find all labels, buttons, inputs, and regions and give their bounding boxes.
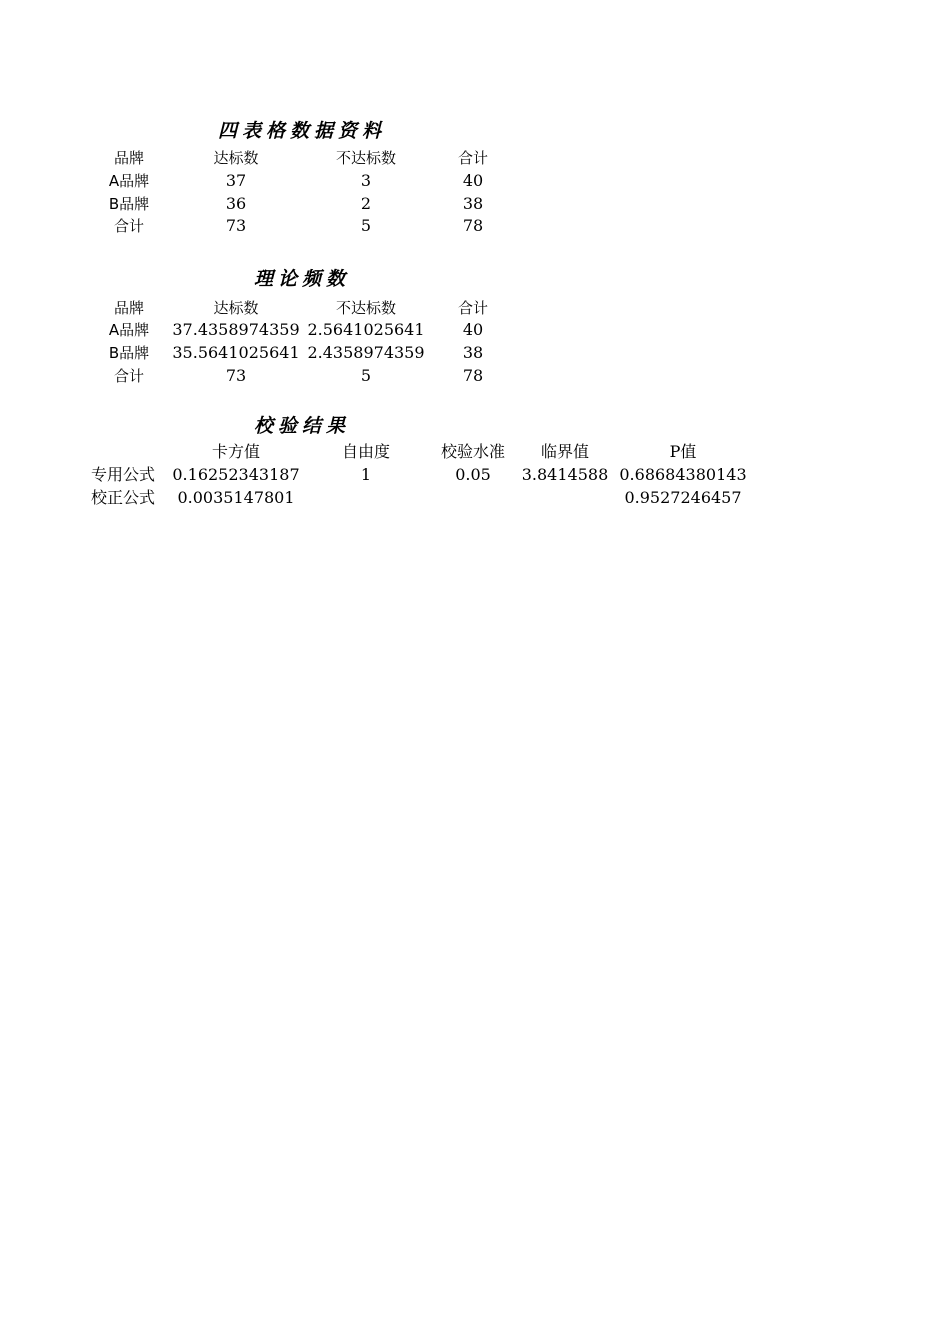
section2-title: 理论频数 [253,268,351,290]
s3-header-df: 自由度 [341,442,391,461]
s2-row-a-fail: 2.5641025641 [307,320,425,339]
s3-header-alpha: 校验水准 [440,442,506,461]
s2-row-total-label: 合计 [113,367,145,385]
s2-row-total-pass: 73 [225,366,247,385]
s2-row-a-label: A品牌 [108,321,150,339]
section1-title: 四表格数据资料 [217,120,387,142]
s2-header-fail: 不达标数 [335,299,397,317]
s1-row-b-total: 38 [462,194,484,213]
s3-row2-p: 0.9527246457 [624,488,742,507]
s2-row-a-pass: 37.4358974359 [172,320,300,339]
s2-row-total-total: 78 [462,366,484,385]
s1-row-b-label: B品牌 [108,195,150,213]
s1-header-pass: 达标数 [213,149,259,167]
s1-header-total: 合计 [457,149,489,167]
s1-row-total-label: 合计 [113,217,145,235]
s1-row-a-label: A品牌 [108,172,150,190]
s1-row-b-fail: 2 [360,194,372,213]
s3-row2-chi: 0.0035147801 [177,488,295,507]
s1-row-a-total: 40 [462,171,484,190]
s1-row-b-pass: 36 [225,194,247,213]
s1-row-a-fail: 3 [360,171,372,190]
s2-header-pass: 达标数 [213,299,259,317]
s1-row-total-fail: 5 [360,216,372,235]
s1-row-total-pass: 73 [225,216,247,235]
s3-row1-chi: 0.16252343187 [172,465,300,484]
section3-title: 校验结果 [253,415,351,437]
s1-row-a-pass: 37 [225,171,247,190]
s1-header-fail: 不达标数 [335,149,397,167]
s1-header-brand: 品牌 [113,149,145,167]
s2-header-total: 合计 [457,299,489,317]
s3-row1-label: 专用公式 [91,465,156,484]
s1-row-total-total: 78 [462,216,484,235]
s3-row1-p: 0.68684380143 [619,465,747,484]
s3-header-p: P值 [669,442,697,461]
s3-header-chi: 卡方值 [211,442,261,461]
s3-header-crit: 临界值 [540,442,590,461]
s2-row-a-total: 40 [462,320,484,339]
s2-row-b-label: B品牌 [108,344,150,362]
s2-row-b-pass: 35.5641025641 [172,343,300,362]
s2-row-b-total: 38 [462,343,484,362]
s3-row2-label: 校正公式 [91,488,156,507]
s2-row-total-fail: 5 [360,366,372,385]
s3-row1-df: 1 [360,465,372,484]
s2-row-b-fail: 2.4358974359 [307,343,425,362]
s3-row1-alpha: 0.05 [455,465,491,484]
s2-header-brand: 品牌 [113,299,145,317]
s3-row1-crit: 3.8414588 [521,465,609,484]
